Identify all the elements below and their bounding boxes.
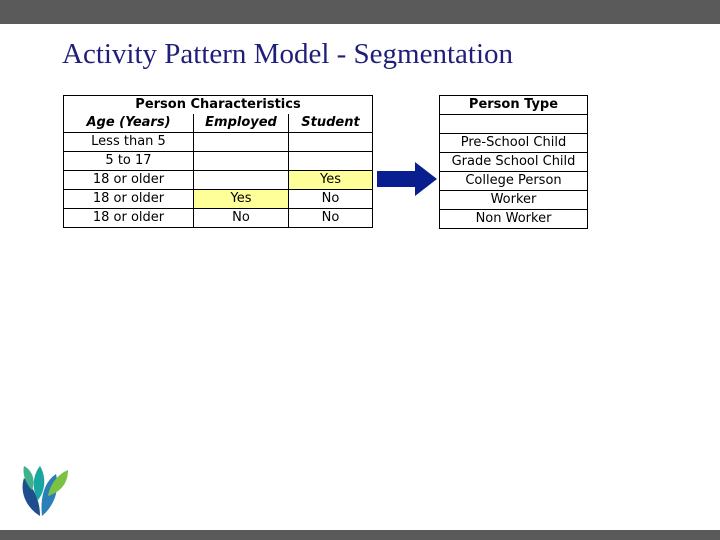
student-cell: No [289, 209, 373, 228]
table-row [440, 153, 588, 172]
column-header-employed: Employed [194, 114, 289, 133]
table-row [440, 172, 588, 191]
person-characteristics-table [63, 95, 373, 228]
employed-cell [194, 133, 289, 152]
table-row [64, 152, 373, 171]
employed-cell: No [194, 209, 289, 228]
table-row [64, 209, 373, 228]
age-cell: 5 to 17 [64, 152, 194, 171]
right-arrow-icon [377, 162, 439, 196]
bottom-bar [0, 530, 720, 540]
employed-cell [194, 152, 289, 171]
table-header: Person Type [440, 96, 588, 115]
table-row [64, 171, 373, 190]
table-row [440, 210, 588, 229]
person-type-cell: Worker [440, 191, 588, 210]
employed-cell: Yes [194, 190, 289, 209]
age-cell: Less than 5 [64, 133, 194, 152]
table-row [440, 191, 588, 210]
table-row [64, 133, 373, 152]
student-cell [289, 152, 373, 171]
leaf-logo-icon [18, 460, 70, 518]
student-cell: Yes [289, 171, 373, 190]
table-header: Person Characteristics [64, 96, 373, 115]
top-bar [0, 0, 720, 24]
student-cell: No [289, 190, 373, 209]
column-header-student: Student [289, 114, 373, 133]
age-cell: 18 or older [64, 209, 194, 228]
age-cell: 18 or older [64, 171, 194, 190]
person-type-table [439, 95, 588, 229]
column-header-age: Age (Years) [64, 114, 194, 133]
person-type-cell: Non Worker [440, 210, 588, 229]
table-row [440, 134, 588, 153]
person-type-cell: Pre-School Child [440, 134, 588, 153]
slide-title: Activity Pattern Model - Segmentation [62, 38, 514, 70]
age-cell: 18 or older [64, 190, 194, 209]
person-type-cell: College Person [440, 172, 588, 191]
table-row [64, 190, 373, 209]
blank-row [440, 115, 588, 134]
employed-cell [194, 171, 289, 190]
student-cell [289, 133, 373, 152]
person-type-cell: Grade School Child [440, 153, 588, 172]
